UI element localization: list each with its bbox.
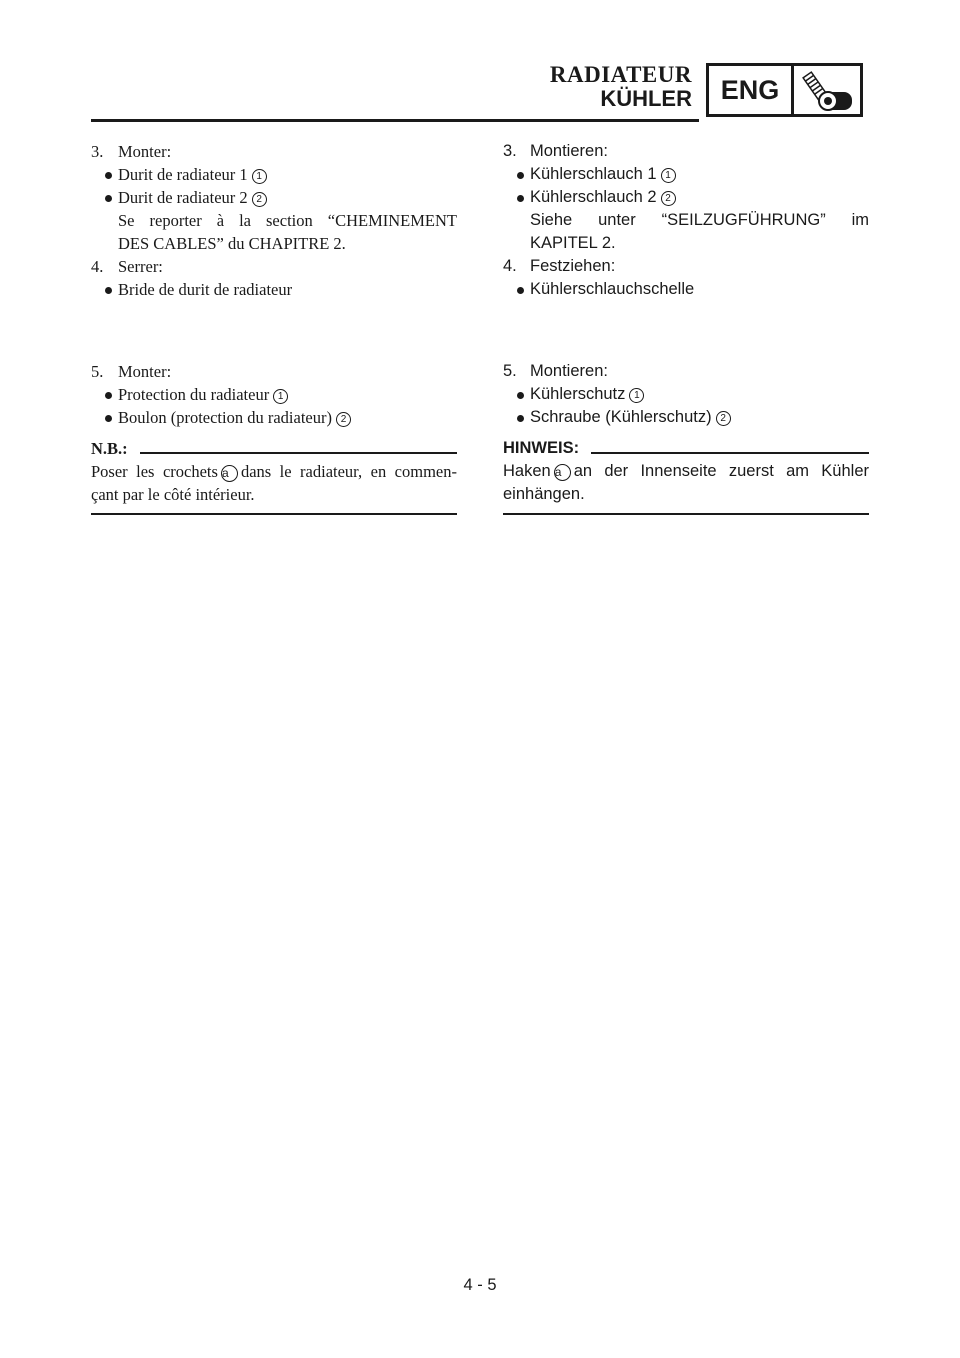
bullet-icon [517, 195, 524, 202]
bullet-icon [517, 287, 524, 294]
fr-note-line-1 [91, 460, 457, 483]
step-text: Montieren: [530, 362, 608, 380]
ref-circle-icon: 1 [273, 389, 288, 404]
ref-circle-icon: 1 [629, 388, 644, 403]
step-number: 5. [91, 362, 104, 381]
item-text: Kühlerschlauch 1 [530, 165, 657, 183]
de-step-5 [503, 360, 869, 383]
step-number: 4. [503, 257, 517, 275]
bullet-icon [105, 392, 112, 399]
ref-circle-icon: 2 [661, 191, 676, 206]
fr-step-3-item [91, 186, 457, 209]
note-text: an der Innenseite zuerst am Kühler [573, 462, 869, 480]
section-title-fr: RADIATEUR [549, 62, 692, 87]
fr-step-3-reference-line-1: Se reporter à la section “CHEMINEMENT [118, 211, 457, 230]
note-text: dans le radiateur, en commen- [240, 462, 457, 481]
header-rule [91, 119, 699, 122]
bullet-icon [517, 172, 524, 179]
note-rule [140, 452, 457, 454]
bullet-icon [105, 415, 112, 422]
fr-step-4 [91, 255, 457, 278]
ref-circle-icon: 1 [661, 168, 676, 183]
item-text: Kühlerschlauchschelle [530, 280, 695, 298]
step-text: Monter: [118, 142, 172, 161]
item-text: Durit de radiateur 2 [118, 188, 248, 207]
ref-circle-icon: 2 [336, 412, 351, 427]
page-number: 4 - 5 [463, 1276, 497, 1294]
bullet-icon [517, 415, 524, 422]
ref-circle-icon: 2 [716, 411, 731, 426]
item-text: Bride de durit de radiateur [118, 280, 293, 299]
de-step-3-item [503, 186, 869, 209]
chapter-badge [706, 63, 863, 117]
de-note-line-2: einhängen. [503, 485, 585, 503]
item-text: Kühlerschlauch 2 [530, 188, 657, 206]
fr-block-steps-3-4 [91, 140, 457, 301]
step-text: Festziehen: [530, 257, 616, 275]
note-label: HINWEIS: [503, 439, 580, 457]
step-number: 3. [503, 142, 517, 160]
de-block-steps-3-4 [503, 140, 869, 301]
fr-step-3-item [91, 163, 457, 186]
de-step-3 [503, 140, 869, 163]
step-text: Serrer: [118, 257, 163, 276]
bullet-icon [105, 287, 112, 294]
fr-step-5 [91, 360, 457, 383]
fr-note-line-2: çant par le côté intérieur. [91, 485, 255, 504]
de-step-4 [503, 255, 869, 278]
fr-note-header [91, 437, 457, 460]
step-text: Monter: [118, 362, 172, 381]
de-step-3-reference-line-2: KAPITEL 2. [530, 234, 616, 252]
ref-circle-icon: 1 [252, 169, 267, 184]
fr-block-step-5 [91, 360, 457, 515]
step-number: 5. [503, 362, 517, 380]
bullet-icon [517, 392, 524, 399]
de-step-3-item [503, 163, 869, 186]
item-text: Schraube (Kühlerschutz) [530, 408, 712, 426]
item-text: Boulon (protection du radiateur) [118, 408, 332, 427]
de-step-4-item [503, 278, 869, 301]
note-text: Haken [503, 462, 551, 480]
note-rule [591, 452, 869, 454]
fr-step-4-item [91, 278, 457, 301]
de-step-5-item [503, 383, 869, 406]
note-end-rule [503, 513, 869, 515]
ref-circle-icon: a [221, 465, 238, 482]
bullet-icon [105, 195, 112, 202]
de-step-3-reference-line-1: Siehe unter “SEILZUGFÜHRUNG” im [530, 211, 869, 229]
section-title-de: KÜHLER [600, 86, 692, 111]
chapter-badge-label: ENG [709, 66, 794, 114]
de-step-5-item [503, 406, 869, 429]
fr-step-5-item [91, 406, 457, 429]
bullet-icon [105, 172, 112, 179]
de-note-header [503, 437, 869, 460]
ref-circle-icon: a [554, 464, 571, 481]
note-end-rule [91, 513, 457, 515]
item-text: Protection du radiateur [118, 385, 270, 404]
de-block-step-5 [503, 360, 869, 515]
ref-circle-icon: 2 [252, 192, 267, 207]
engine-icon [794, 66, 860, 114]
step-number: 3. [91, 142, 104, 161]
fr-step-3-reference-line-2: DES CABLES” du CHAPITRE 2. [118, 234, 346, 253]
note-text: Poser les crochets [91, 462, 218, 481]
step-text: Montieren: [530, 142, 608, 160]
step-number: 4. [91, 257, 104, 276]
de-note-line-1 [503, 460, 869, 483]
item-text: Durit de radiateur 1 [118, 165, 248, 184]
item-text: Kühlerschutz [530, 385, 626, 403]
fr-step-3 [91, 140, 457, 163]
fr-step-5-item [91, 383, 457, 406]
note-label: N.B.: [91, 439, 128, 458]
